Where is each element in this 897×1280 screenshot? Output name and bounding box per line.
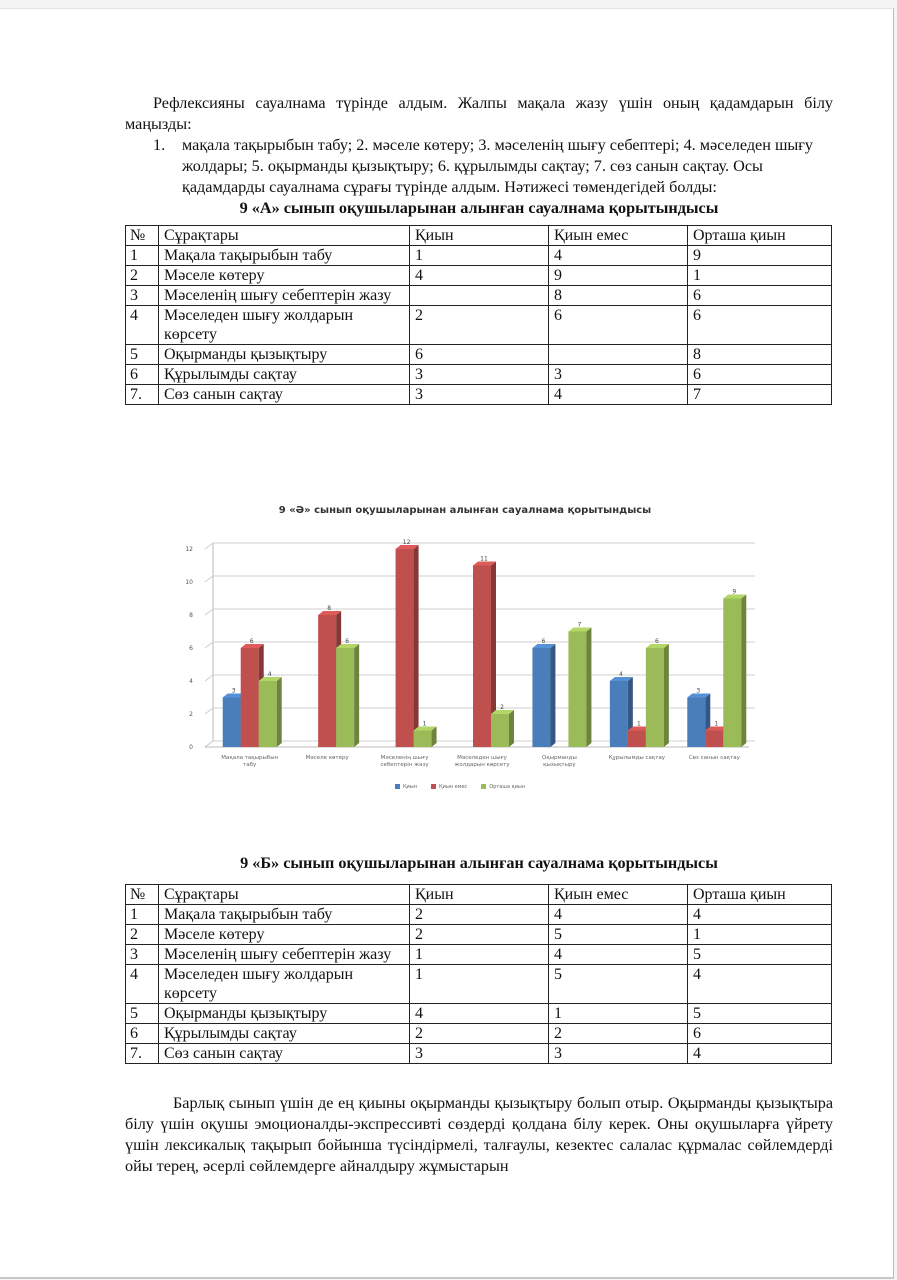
data-label: 7 bbox=[577, 621, 582, 629]
table-cell: 4 bbox=[688, 1044, 832, 1064]
table-row bbox=[126, 925, 832, 945]
x-tick-label: жолдарын көрсету bbox=[454, 762, 510, 768]
table-cell: 5 bbox=[549, 965, 688, 1004]
bar bbox=[336, 648, 354, 747]
table-cell: 2 bbox=[410, 925, 549, 945]
legend-swatch bbox=[481, 784, 486, 789]
bar bbox=[223, 698, 241, 748]
table-cell: 8 bbox=[688, 345, 832, 365]
column-header: Сұрақтары bbox=[159, 226, 410, 246]
bar bbox=[705, 731, 723, 748]
table-cell: Мақала тақырыбын табу bbox=[159, 246, 410, 266]
table-cell: 4 bbox=[126, 306, 159, 345]
bar bbox=[491, 714, 509, 747]
table-cell: 1 bbox=[410, 945, 549, 965]
x-tick-label: табу bbox=[243, 762, 257, 768]
y-tick-label: 2 bbox=[189, 711, 193, 718]
column-header: Қиын емес bbox=[549, 226, 688, 246]
bar bbox=[318, 615, 336, 747]
table-cell: 6 bbox=[126, 1024, 159, 1044]
table-a bbox=[125, 225, 832, 405]
data-label: 6 bbox=[249, 638, 254, 645]
table-cell: 4 bbox=[549, 905, 688, 925]
bar bbox=[687, 698, 705, 748]
table-cell: 3 bbox=[549, 1044, 688, 1064]
column-header: Қиын емес bbox=[549, 885, 688, 905]
data-label: 12 bbox=[402, 539, 411, 546]
table-cell: 4 bbox=[410, 1004, 549, 1024]
table-b bbox=[125, 884, 832, 1064]
table-cell: 3 bbox=[549, 365, 688, 385]
data-label: 8 bbox=[327, 605, 332, 612]
table-cell: 4 bbox=[410, 266, 549, 286]
data-label: 6 bbox=[345, 638, 350, 645]
table-cell: 2 bbox=[126, 266, 159, 286]
table-row bbox=[126, 1044, 832, 1064]
table-cell: 4 bbox=[688, 905, 832, 925]
table-row bbox=[126, 1024, 832, 1044]
column-header: Орташа қиын bbox=[688, 885, 832, 905]
conclusion-paragraph: Барлық сынып үшін де ең қиыны оқырманды қызықтыру болып отыр. Оқырманды қызықтыра білу үшін оқушы эмоционалды-экспрессивті сөздерді қолдана білу керек. Оны оқушыларға үйрету үшін лексикалық тақырып бойынша түсіндірмелі, талғаулы, кезектес салалас құрмалас сөйлемдерді ойы терең, әсерлі сөйлемдерге айналдыру жұмыстарын bbox=[125, 1094, 833, 1175]
bar bbox=[396, 549, 414, 747]
x-tick-label: Құрылымды сақтау bbox=[608, 755, 666, 761]
table-row bbox=[126, 945, 832, 965]
y-tick-label: 4 bbox=[189, 678, 193, 685]
table-cell: 5 bbox=[688, 945, 832, 965]
table-cell: 6 bbox=[688, 306, 832, 345]
conclusion-section bbox=[125, 1093, 833, 1177]
bar bbox=[610, 681, 628, 747]
table-cell: 9 bbox=[549, 266, 688, 286]
table-cell: 1 bbox=[410, 965, 549, 1004]
table-cell: 1 bbox=[126, 246, 159, 266]
bar bbox=[473, 566, 491, 748]
table-cell: 4 bbox=[549, 246, 688, 266]
table-cell: Мақала тақырыбын табу bbox=[159, 905, 410, 925]
data-label: 2 bbox=[500, 704, 504, 711]
table-row bbox=[126, 1004, 832, 1024]
table-row bbox=[126, 365, 832, 385]
table-b-title: 9 «Б» сынып оқушыларынан алынған сауалнама қорытындысы bbox=[240, 854, 718, 872]
table-cell: 5 bbox=[549, 925, 688, 945]
column-header: № bbox=[126, 226, 159, 246]
bar bbox=[568, 632, 586, 748]
table-cell: 6 bbox=[549, 306, 688, 345]
table-row bbox=[126, 266, 832, 286]
table-row bbox=[126, 385, 832, 405]
data-label: 11 bbox=[480, 555, 488, 563]
bar bbox=[628, 731, 646, 748]
table-row bbox=[126, 905, 832, 925]
table-cell: Мәселе көтеру bbox=[159, 266, 410, 286]
x-tick-label: Мәселеден шығу bbox=[457, 755, 507, 761]
x-tick-label: Оқырманды bbox=[542, 755, 577, 761]
legend-label: Қиын емес bbox=[439, 784, 468, 790]
table-cell: Мәселеден шығу жолдарын көрсету bbox=[159, 306, 410, 345]
table-cell: Мәселенің шығу себептерін жазу bbox=[159, 286, 410, 306]
table-cell: 5 bbox=[126, 345, 159, 365]
data-label: 3 bbox=[231, 687, 236, 695]
table-cell: 7. bbox=[126, 1044, 159, 1064]
table-cell: 3 bbox=[410, 1044, 549, 1064]
table-cell: 9 bbox=[688, 246, 832, 266]
table-cell: 2 bbox=[126, 925, 159, 945]
x-tick-label: Сөз санын сақтау bbox=[688, 755, 740, 761]
bar bbox=[241, 648, 259, 747]
table-cell: 3 bbox=[410, 385, 549, 405]
list-text: мақала тақырыбын табу; 2. мәселе көтеру; 3. мәселенің шығу себептері; 4. мәселеден шығу жолдары; 5. оқырманды қызықтыру; 6. құрылымды сақтау; 7. сөз санын сақтау. Осы қадамдарды сауалнама сұрағы түрінде алдым. Нәтижесі төмендегідей болды: bbox=[182, 136, 814, 196]
x-tick-label: қызықтыру bbox=[543, 762, 576, 768]
intro-paragraph: Рефлексияны сауалнама түрінде алдым. Жалпы мақала жазу үшін оның қадамдарын білу маңызды: bbox=[125, 94, 833, 133]
table-cell: 4 bbox=[688, 965, 832, 1004]
table-cell: 3 bbox=[410, 365, 549, 385]
x-tick-label: Мақала тақырыбын bbox=[221, 755, 279, 761]
table-cell: 6 bbox=[688, 365, 832, 385]
table-header-row bbox=[126, 226, 832, 246]
table-cell: 3 bbox=[126, 945, 159, 965]
table-cell: 2 bbox=[549, 1024, 688, 1044]
table-cell bbox=[410, 286, 549, 306]
bar bbox=[414, 731, 432, 748]
y-tick-label: 12 bbox=[185, 546, 193, 553]
table-row bbox=[126, 306, 832, 345]
table-cell: 1 bbox=[688, 266, 832, 286]
table-a-title: 9 «А» сынып оқушыларынан алынған сауалнама қорытындысы bbox=[239, 199, 719, 217]
data-label: 1 bbox=[636, 720, 641, 728]
table-cell: 6 bbox=[126, 365, 159, 385]
bar bbox=[723, 599, 741, 748]
data-label: 6 bbox=[654, 638, 659, 645]
table-cell: Мәселеден шығу жолдарын көрсету bbox=[159, 965, 410, 1004]
table-cell: 1 bbox=[126, 905, 159, 925]
table-row bbox=[126, 965, 832, 1004]
table-cell: 6 bbox=[688, 1024, 832, 1044]
table-b-section bbox=[125, 853, 833, 1064]
legend-item bbox=[431, 784, 467, 790]
y-tick-label: 8 bbox=[189, 612, 193, 619]
legend-label: Орташа қиын bbox=[489, 784, 526, 790]
chart-9-ae bbox=[165, 501, 765, 801]
column-header: Орташа қиын bbox=[688, 226, 832, 246]
table-cell: 8 bbox=[549, 286, 688, 306]
list-number: 1. bbox=[153, 136, 166, 154]
table-cell: Сөз санын сақтау bbox=[159, 1044, 410, 1064]
document-page bbox=[0, 8, 894, 1279]
table-row bbox=[126, 286, 832, 306]
table-cell: 2 bbox=[410, 905, 549, 925]
data-label: 1 bbox=[714, 720, 719, 728]
column-header: Сұрақтары bbox=[159, 885, 410, 905]
table-cell: Құрылымды сақтау bbox=[159, 1024, 410, 1044]
table-cell: Сөз санын сақтау bbox=[159, 385, 410, 405]
data-label: 1 bbox=[422, 720, 427, 728]
table-cell: Мәселе көтеру bbox=[159, 925, 410, 945]
data-label: 9 bbox=[732, 588, 737, 596]
table-cell: 5 bbox=[688, 1004, 832, 1024]
x-tick-label: Мәселе көтеру bbox=[305, 755, 349, 761]
bar bbox=[532, 648, 550, 747]
table-cell: 4 bbox=[126, 965, 159, 1004]
table-row bbox=[126, 345, 832, 365]
table-cell: 1 bbox=[410, 246, 549, 266]
x-tick-label: себептерін жазу bbox=[380, 762, 429, 768]
table-header-row bbox=[126, 885, 832, 905]
bar bbox=[259, 681, 277, 747]
chart-title: 9 «Ә» сынып оқушыларынан алынған сауалнама қорытындысы bbox=[278, 505, 652, 516]
table-cell: 1 bbox=[549, 1004, 688, 1024]
legend-swatch bbox=[431, 784, 436, 789]
y-tick-label: 10 bbox=[185, 579, 193, 586]
table-cell: 4 bbox=[549, 945, 688, 965]
table-cell: 2 bbox=[410, 306, 549, 345]
table-cell: 2 bbox=[410, 1024, 549, 1044]
intro-section bbox=[125, 93, 833, 405]
table-row bbox=[126, 246, 832, 266]
table-cell: 6 bbox=[410, 345, 549, 365]
table-cell: 3 bbox=[126, 286, 159, 306]
steps-list bbox=[125, 135, 833, 198]
column-header: Қиын bbox=[410, 885, 549, 905]
y-tick-label: 6 bbox=[189, 645, 193, 652]
table-cell: 7. bbox=[126, 385, 159, 405]
table-cell: 6 bbox=[688, 286, 832, 306]
legend-item bbox=[395, 784, 417, 790]
y-tick-label: 0 bbox=[189, 744, 193, 751]
data-label: 4 bbox=[267, 671, 272, 678]
table-cell bbox=[549, 345, 688, 365]
column-header: № bbox=[126, 885, 159, 905]
data-label: 4 bbox=[618, 671, 623, 678]
table-cell: Құрылымды сақтау bbox=[159, 365, 410, 385]
legend-swatch bbox=[395, 784, 400, 789]
chart-legend bbox=[395, 784, 525, 790]
table-cell: Мәселенің шығу себептерін жазу bbox=[159, 945, 410, 965]
table-cell: 4 bbox=[549, 385, 688, 405]
legend-label: Қиын bbox=[403, 784, 418, 790]
bar-chart bbox=[165, 501, 765, 791]
table-cell: 7 bbox=[688, 385, 832, 405]
table-cell: 1 bbox=[688, 925, 832, 945]
x-tick-label: Мәселенің шығу bbox=[380, 755, 429, 761]
data-label: 3 bbox=[696, 687, 701, 695]
table-cell: Оқырманды қызықтыру bbox=[159, 1004, 410, 1024]
table-cell: Оқырманды қызықтыру bbox=[159, 345, 410, 365]
table-cell: 5 bbox=[126, 1004, 159, 1024]
legend-item bbox=[481, 784, 525, 790]
column-header: Қиын bbox=[410, 226, 549, 246]
data-label: 6 bbox=[541, 638, 546, 645]
bar bbox=[646, 648, 664, 747]
